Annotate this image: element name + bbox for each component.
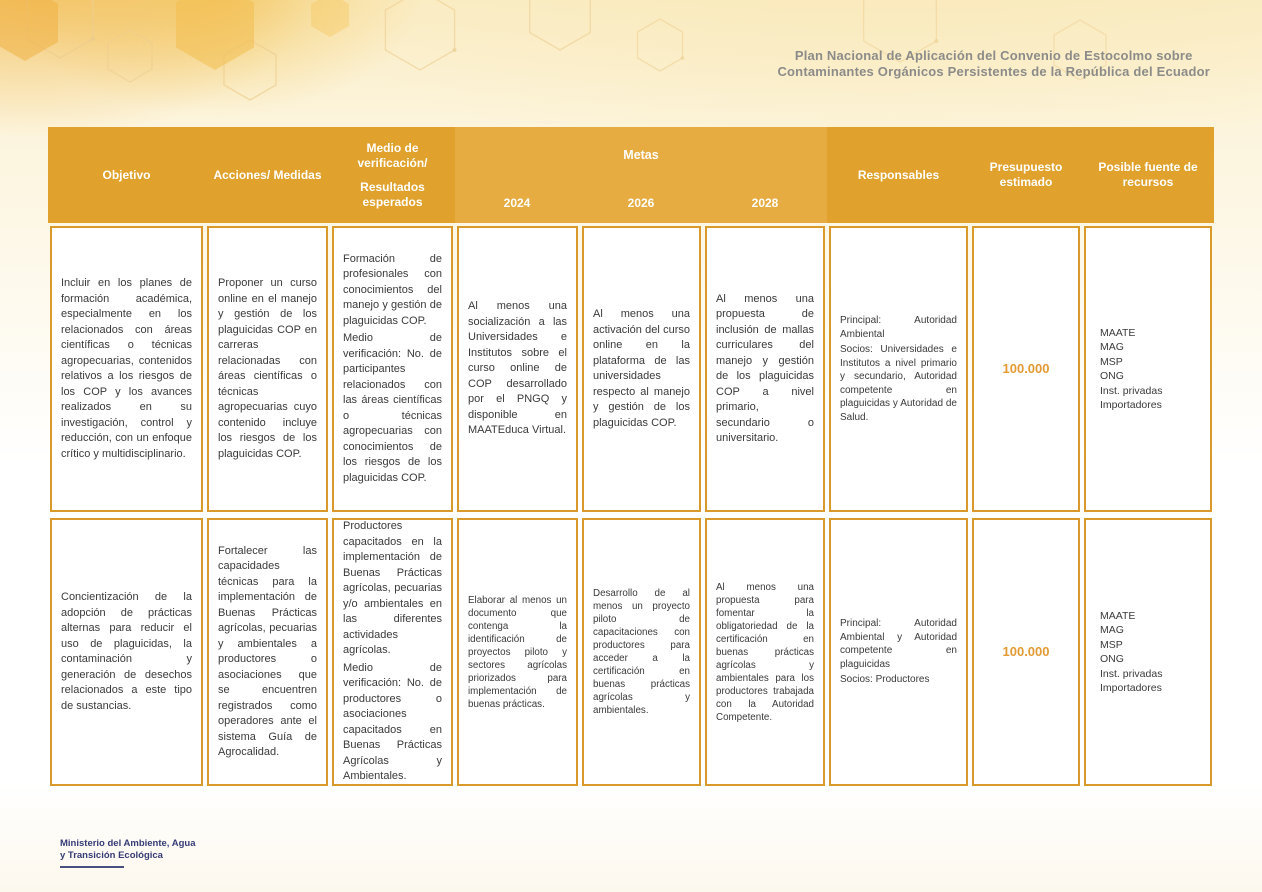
table-row-2-medio	[332, 518, 453, 786]
metas-group-title: Metas	[623, 147, 659, 162]
cell-text: Concientización de la adopción de prácticas alternas para reducir el uso de plaguicidas, la contaminación y generación de desechos relacionados a este tipo de sustancias.	[61, 591, 192, 712]
table-row-1-meta-2026	[582, 226, 701, 512]
footer-line2: y Transición Ecológica	[60, 849, 163, 861]
table-row-2-meta-2028	[705, 518, 825, 786]
column-header-presupuesto-label: Presupuesto estimado	[989, 160, 1063, 189]
column-header-meta-2026: 2026	[627, 195, 655, 210]
column-header-meta-2028: 2028	[751, 195, 779, 210]
table-row-2-objetivo	[50, 518, 203, 786]
table-row-2-acciones	[207, 518, 328, 786]
cell-text: Principal: Autoridad Ambiental	[840, 315, 957, 340]
document-title	[777, 48, 1210, 80]
fuente-item: MAG	[1100, 624, 1124, 636]
column-header-meta-2024: 2024	[503, 195, 531, 210]
fuente-item: ONG	[1100, 653, 1124, 665]
cell-text: Al menos una activación del curso online en la plataforma de las universidades respecto al manejo y gestión de los plaguicidas COP.	[593, 308, 690, 429]
table-row-1-objetivo	[50, 226, 203, 512]
column-header-responsables-label: Responsables	[857, 167, 940, 182]
cell-text: Elaborar al menos un documento que contenga la identificación de proyectos piloto y sectores agrícolas priorizados para implementación de buenas prácticas.	[468, 594, 567, 710]
budget-value: 100.000	[1002, 361, 1050, 377]
document-title-line1: Plan Nacional de Aplicación del Convenio de Estocolmo sobre	[794, 48, 1193, 63]
metas-years-row	[455, 183, 827, 223]
cell-text: Productores capacitados en la implementación de Buenas Prácticas agrícolas, pecuarias y/o ambientales en las diferentes actividades agrícolas.	[343, 520, 442, 657]
footer-divider	[60, 866, 124, 868]
table-row-2-presupuesto	[972, 518, 1080, 786]
cell-text: Socios: Universidades e Institutos a nivel primario y secundario, Autoridad competente en plaguicidas y Autoridad de Salud.	[840, 344, 957, 423]
column-header-metas-group	[455, 127, 827, 223]
budget-value: 100.000	[1002, 644, 1050, 660]
table-row-2-meta-2024	[457, 518, 578, 786]
cell-text: Proponer un curso online en el manejo y gestión de los plaguicidas COP en carreras relacionadas con áreas científicas o técnicas agropecuarias cuyo contenido incluye los riesgos de los plaguicidas COP.	[218, 277, 317, 460]
fuente-item: MSP	[1100, 355, 1123, 368]
cell-text: Fortalecer las capacidades técnicas para la implementación de Buenas Prácticas agrícolas, pecuarias y ambientales a productores o asociaciones que se encuentren registrados como operadores ante el sistema Guía de Agrocalidad.	[218, 544, 317, 758]
cell-text: Formación de profesionales con conocimientos del manejo y gestión de plaguicidas COP.	[343, 252, 442, 327]
column-header-medio-line1: Medio de verificación/	[357, 140, 428, 170]
table-row-2-responsables	[829, 518, 968, 786]
column-header-responsables	[827, 127, 970, 223]
document-title-line2: Contaminantes Orgánicos Persistentes de la República del Ecuador	[777, 64, 1210, 79]
column-header-objetivo	[48, 127, 205, 223]
plan-table	[48, 127, 1214, 789]
cell-text: Socios: Productores	[840, 674, 930, 686]
column-header-medio-verificacion	[330, 127, 455, 223]
cell-text: Al menos una propuesta de inclusión de mallas curriculares del manejo y gestión de los plaguicidas COP a nivel primario, secundario o universitario.	[716, 292, 814, 444]
fuente-item: Importadores	[1100, 399, 1162, 411]
cell-text: Principal: Autoridad Ambiental y Autoridad competente en plaguicidas	[840, 618, 957, 670]
column-header-fuente	[1082, 127, 1214, 223]
cell-text: Medio de verificación: No. de participantes relacionados con las áreas científicas o técnicas agropecuarias con conocimientos de los riesgos de los plaguicidas COP.	[343, 332, 442, 484]
column-header-acciones-label: Acciones/ Medidas	[213, 167, 322, 182]
cell-text: Desarrollo de al menos un proyecto piloto de capacitaciones con productores para acceder a la certificación en buenas prácticas agrícolas y ambientales.	[593, 588, 690, 716]
column-header-fuente-label: Posible fuente de recursos	[1098, 160, 1198, 189]
cell-text: Al menos una socialización a las Universidades e Institutos sobre el curso online de COP desarrollado por el PNGQ y disponible en MAATEduca Virtual.	[468, 300, 567, 437]
table-row-1-meta-2024	[457, 226, 578, 512]
table-row-1-acciones	[207, 226, 328, 512]
footer-line1: Ministerio del Ambiente, Agua	[60, 838, 196, 849]
column-header-acciones	[205, 127, 330, 223]
table-row-2-fuentes	[1084, 518, 1212, 786]
fuente-item: Inst. privadas	[1100, 384, 1163, 397]
fuente-item: MSP	[1100, 638, 1123, 651]
column-header-medio-line2: Resultados esperados	[360, 179, 425, 209]
table-row-2-meta-2026	[582, 518, 701, 786]
table-row-1-medio	[332, 226, 453, 512]
table-row-1-presupuesto	[972, 226, 1080, 512]
cell-text: Incluir en los planes de formación académica, especialmente en los relacionados con áreas científicas o técnicas agropecuarias, contenidos relativos a los riesgos de los COP y los avances realizados en su investigación, control y reducción, con un enfoque crítico y multidisciplinario.	[61, 277, 192, 460]
cell-text: Medio de verificación: No. de productores o asociaciones capacitados en Buenas Prácticas Agrícolas y Ambientales.	[343, 661, 442, 783]
fuente-item: MAG	[1100, 341, 1124, 353]
fuente-item: MAATE	[1100, 609, 1136, 622]
cell-text: Al menos una propuesta para fomentar la obligatoriedad de la certificación en buenas prácticas agrícolas y ambientales para los productores trabajada con la Autoridad Competente.	[716, 581, 814, 723]
fuente-item: MAATE	[1100, 326, 1136, 339]
column-header-presupuesto	[970, 127, 1082, 223]
table-row-1-responsables	[829, 226, 968, 512]
fuente-item: Inst. privadas	[1100, 667, 1163, 680]
footer-ministry	[60, 838, 195, 868]
table-row-1-meta-2028	[705, 226, 825, 512]
fuente-item: ONG	[1100, 370, 1124, 382]
table-row-1-fuentes	[1084, 226, 1212, 512]
fuente-item: Importadores	[1100, 682, 1162, 694]
column-header-objetivo-label: Objetivo	[102, 167, 151, 182]
